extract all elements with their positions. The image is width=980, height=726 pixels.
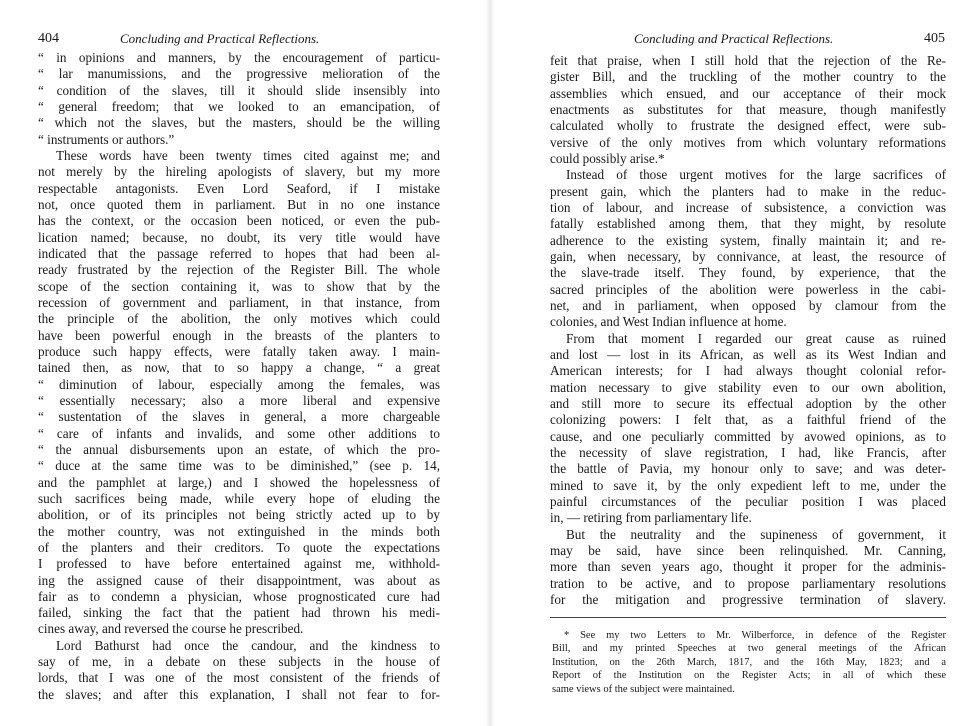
text-line: scope of the section containing it, was to show that by the xyxy=(38,278,440,294)
text-line: failed, sinking the fact that the patient had thrown his medi- xyxy=(38,605,440,621)
text-line: gister Bill, and the truckling of the mother country to the xyxy=(550,69,946,85)
text-line: tion of labour, and increase of subsistence, a conviction was xyxy=(550,199,946,215)
text-line: “ general freedom; that we looked to an emancipation, of xyxy=(38,98,440,114)
text-line: not, once quoted them in parliament. But in no one instance xyxy=(38,196,440,212)
text-line: the principle of the abolition, the only motives which could xyxy=(38,311,440,327)
text-line: has the context, or the occasion been noticed, or even the pub- xyxy=(38,213,440,229)
text-line: have been powerful enough in the breasts of the planters to xyxy=(38,327,440,343)
text-line: lords, that I was one of the most consistent of the friends of xyxy=(38,670,440,686)
text-line: From that moment I regarded our great cause as ruined xyxy=(566,330,946,346)
footnote-line: Report of the Institution on the Register Acts; in all of which these xyxy=(552,670,946,682)
text-line: cause, and one peculiarly committed by avowed opinions, as to xyxy=(550,428,946,444)
text-line: gain, when necessary, by connivance, at least, the resource of xyxy=(550,248,946,264)
text-line: net, and in parliament, when opposed by clamour from the xyxy=(550,297,946,313)
text-line: “ instruments or authors.” xyxy=(38,131,175,147)
right-page-number: 405 xyxy=(924,31,945,46)
left-running-head: Concluding and Practical Reflections. xyxy=(120,31,320,46)
right-page-body xyxy=(550,53,946,608)
text-line: may be said, have since been relinquished. Mr. Canning, xyxy=(550,542,946,558)
text-line: “ which not the slaves, but the masters, should be the willing xyxy=(38,115,440,131)
text-line: cines away, and reversed the course he prescribed. xyxy=(38,621,304,637)
text-line: “ diminution of labour, especially among the females, was xyxy=(38,376,440,392)
text-line: and lost — lost in its African, as well as its West Indian and xyxy=(550,346,946,362)
text-line: sacred principles of the abolition were powerless in the cabi- xyxy=(550,281,946,297)
text-line: Lord Bathurst had once the candour, and the kindness to xyxy=(56,637,440,653)
footnote-line: * See my two Letters to Mr. Wilberforce, in defence of the Register xyxy=(564,630,946,641)
text-line: produce such happy effects, were fatally taken away. I main- xyxy=(38,343,440,359)
text-line: such sacrifices being made, while every hope of eluding the xyxy=(38,490,440,506)
text-line: recession of government and parliament, in that instance, from xyxy=(38,294,440,310)
footnote xyxy=(552,629,946,696)
text-line: and still more to secure its effectual adoption by the other xyxy=(550,395,946,411)
text-line: “ lar manumissions, and the progressive melioration of the xyxy=(38,66,440,82)
text-line: “ in opinions and manners, by the encouragement of particu- xyxy=(38,50,440,65)
left-page-body xyxy=(38,50,440,703)
text-line: calculated wholly to frustrate the designed effect, were sub- xyxy=(550,118,946,134)
text-line: tained then, as now, that to so happy a change, “ a great xyxy=(38,360,440,376)
right-running-head: Concluding and Practical Reflections. xyxy=(634,31,834,46)
text-line: “ duce at the same time was to be diminished,” (see p. 14, xyxy=(38,458,440,474)
text-line: “ the annual disbursements upon an estate, of which the pro- xyxy=(38,441,440,457)
footnote-rule xyxy=(550,617,946,618)
text-line: “ care of infants and invalids, and some other additions to xyxy=(38,425,440,441)
text-line: These words have been twenty times cited against me; and xyxy=(56,147,440,163)
footnote-line: Bill, and my printed Speeches at two general meetings of the African xyxy=(552,643,946,655)
text-line: the necessity of slave registration, I had, like Francis, after xyxy=(550,444,946,460)
text-line: ing the assigned cause of their disappointment, was about as xyxy=(38,572,440,588)
text-line: American interests; for I had always thought colonial refor- xyxy=(550,363,946,379)
text-line: “ sustentation of the slaves in general, a more chargeable xyxy=(38,409,440,425)
text-line: versive of the only motives from which voluntary reformations xyxy=(550,134,946,150)
text-line: But the neutrality and the supineness of government, it xyxy=(566,526,946,542)
text-line: indicated that the passage referred to hopes that had been al- xyxy=(38,245,440,261)
text-line: “ condition of the slaves, till it should slide insensibly into xyxy=(38,82,440,98)
text-line: more than seven years ago, thought it proper for the adminis- xyxy=(550,559,946,575)
text-line: the battle of Pavia, my honour only to save; and was deter- xyxy=(550,461,946,477)
text-line: colonizing powers: I felt that, as a faithful friend of the xyxy=(550,412,946,428)
text-line: for the mitigation and progressive termination of slavery. xyxy=(550,591,946,607)
text-line: Instead of those urgent motives for the large sacrifices of xyxy=(566,167,946,183)
text-line: fatally established among them, that they might, by resolute xyxy=(550,216,946,232)
footnote-line: Institution, on the 26th March, 1817, and the 16th May, 1823; and a xyxy=(552,656,946,668)
left-page-number: 404 xyxy=(38,31,59,46)
text-line: assemblies which ensued, and our acceptance of their mock xyxy=(550,85,946,101)
text-line: enactments as substitutes for that measure, though manifestly xyxy=(550,101,946,117)
text-line: “ essentially necessary; also a more liberal and expensive xyxy=(38,392,440,408)
text-line: tration to be active, and to propose parliamentary resolutions xyxy=(550,575,946,591)
text-line: abolition, or of its principles not being strictly acted up to by xyxy=(38,507,440,523)
footnote-line: same views of the subject were maintained. xyxy=(552,683,735,695)
text-line: present gain, which the planters had to make in the reduc- xyxy=(550,183,946,199)
text-line: colonies, and West Indian influence at home. xyxy=(550,314,787,330)
text-line: the slave-trade itself. They found, by experience, that the xyxy=(550,265,946,281)
text-line: could possibly arise.* xyxy=(550,150,665,166)
text-line: mation necessary to give stability even to our own abolition, xyxy=(550,379,946,395)
text-line: and the pamphlet at large,) and I showed the hopelessness of xyxy=(38,474,440,490)
text-line: I professed to have before entertained against me, withhold- xyxy=(38,556,440,572)
text-line: not merely by the hireling apologists of slavery, but my more xyxy=(38,164,440,180)
text-line: respectable antagonists. Even Lord Seaford, if I mistake xyxy=(38,180,440,196)
text-line: the mother country, was not extinguished in the minds both xyxy=(38,523,440,539)
text-line: of the planters and their creditors. To quote the expectations xyxy=(38,539,440,555)
text-line: the slaves; and after this explanation, I shall not fear to for- xyxy=(38,686,440,702)
text-line: lication named; because, no doubt, its very title would have xyxy=(38,229,440,245)
left-page-header xyxy=(38,30,452,48)
text-line: ready frustrated by the rejection of the Register Bill. The whole xyxy=(38,262,440,278)
text-line: mined to save it, by the only expedient left to me, under the xyxy=(550,477,946,493)
text-line: say of me, in a debate on these subjects in the house of xyxy=(38,654,440,670)
text-line: feit that praise, when I still hold that the rejection of the Re- xyxy=(550,53,946,68)
text-line: in, — retiring from parliamentary life. xyxy=(550,510,752,526)
right-page-header xyxy=(550,30,945,48)
text-line: painful circumstances of the peculiar position I was placed xyxy=(550,493,946,509)
text-line: adherence to the existing system, finally maintain it; and re- xyxy=(550,232,946,248)
text-line: fair as to condemn a physician, whose prognosticated cure had xyxy=(38,588,440,604)
